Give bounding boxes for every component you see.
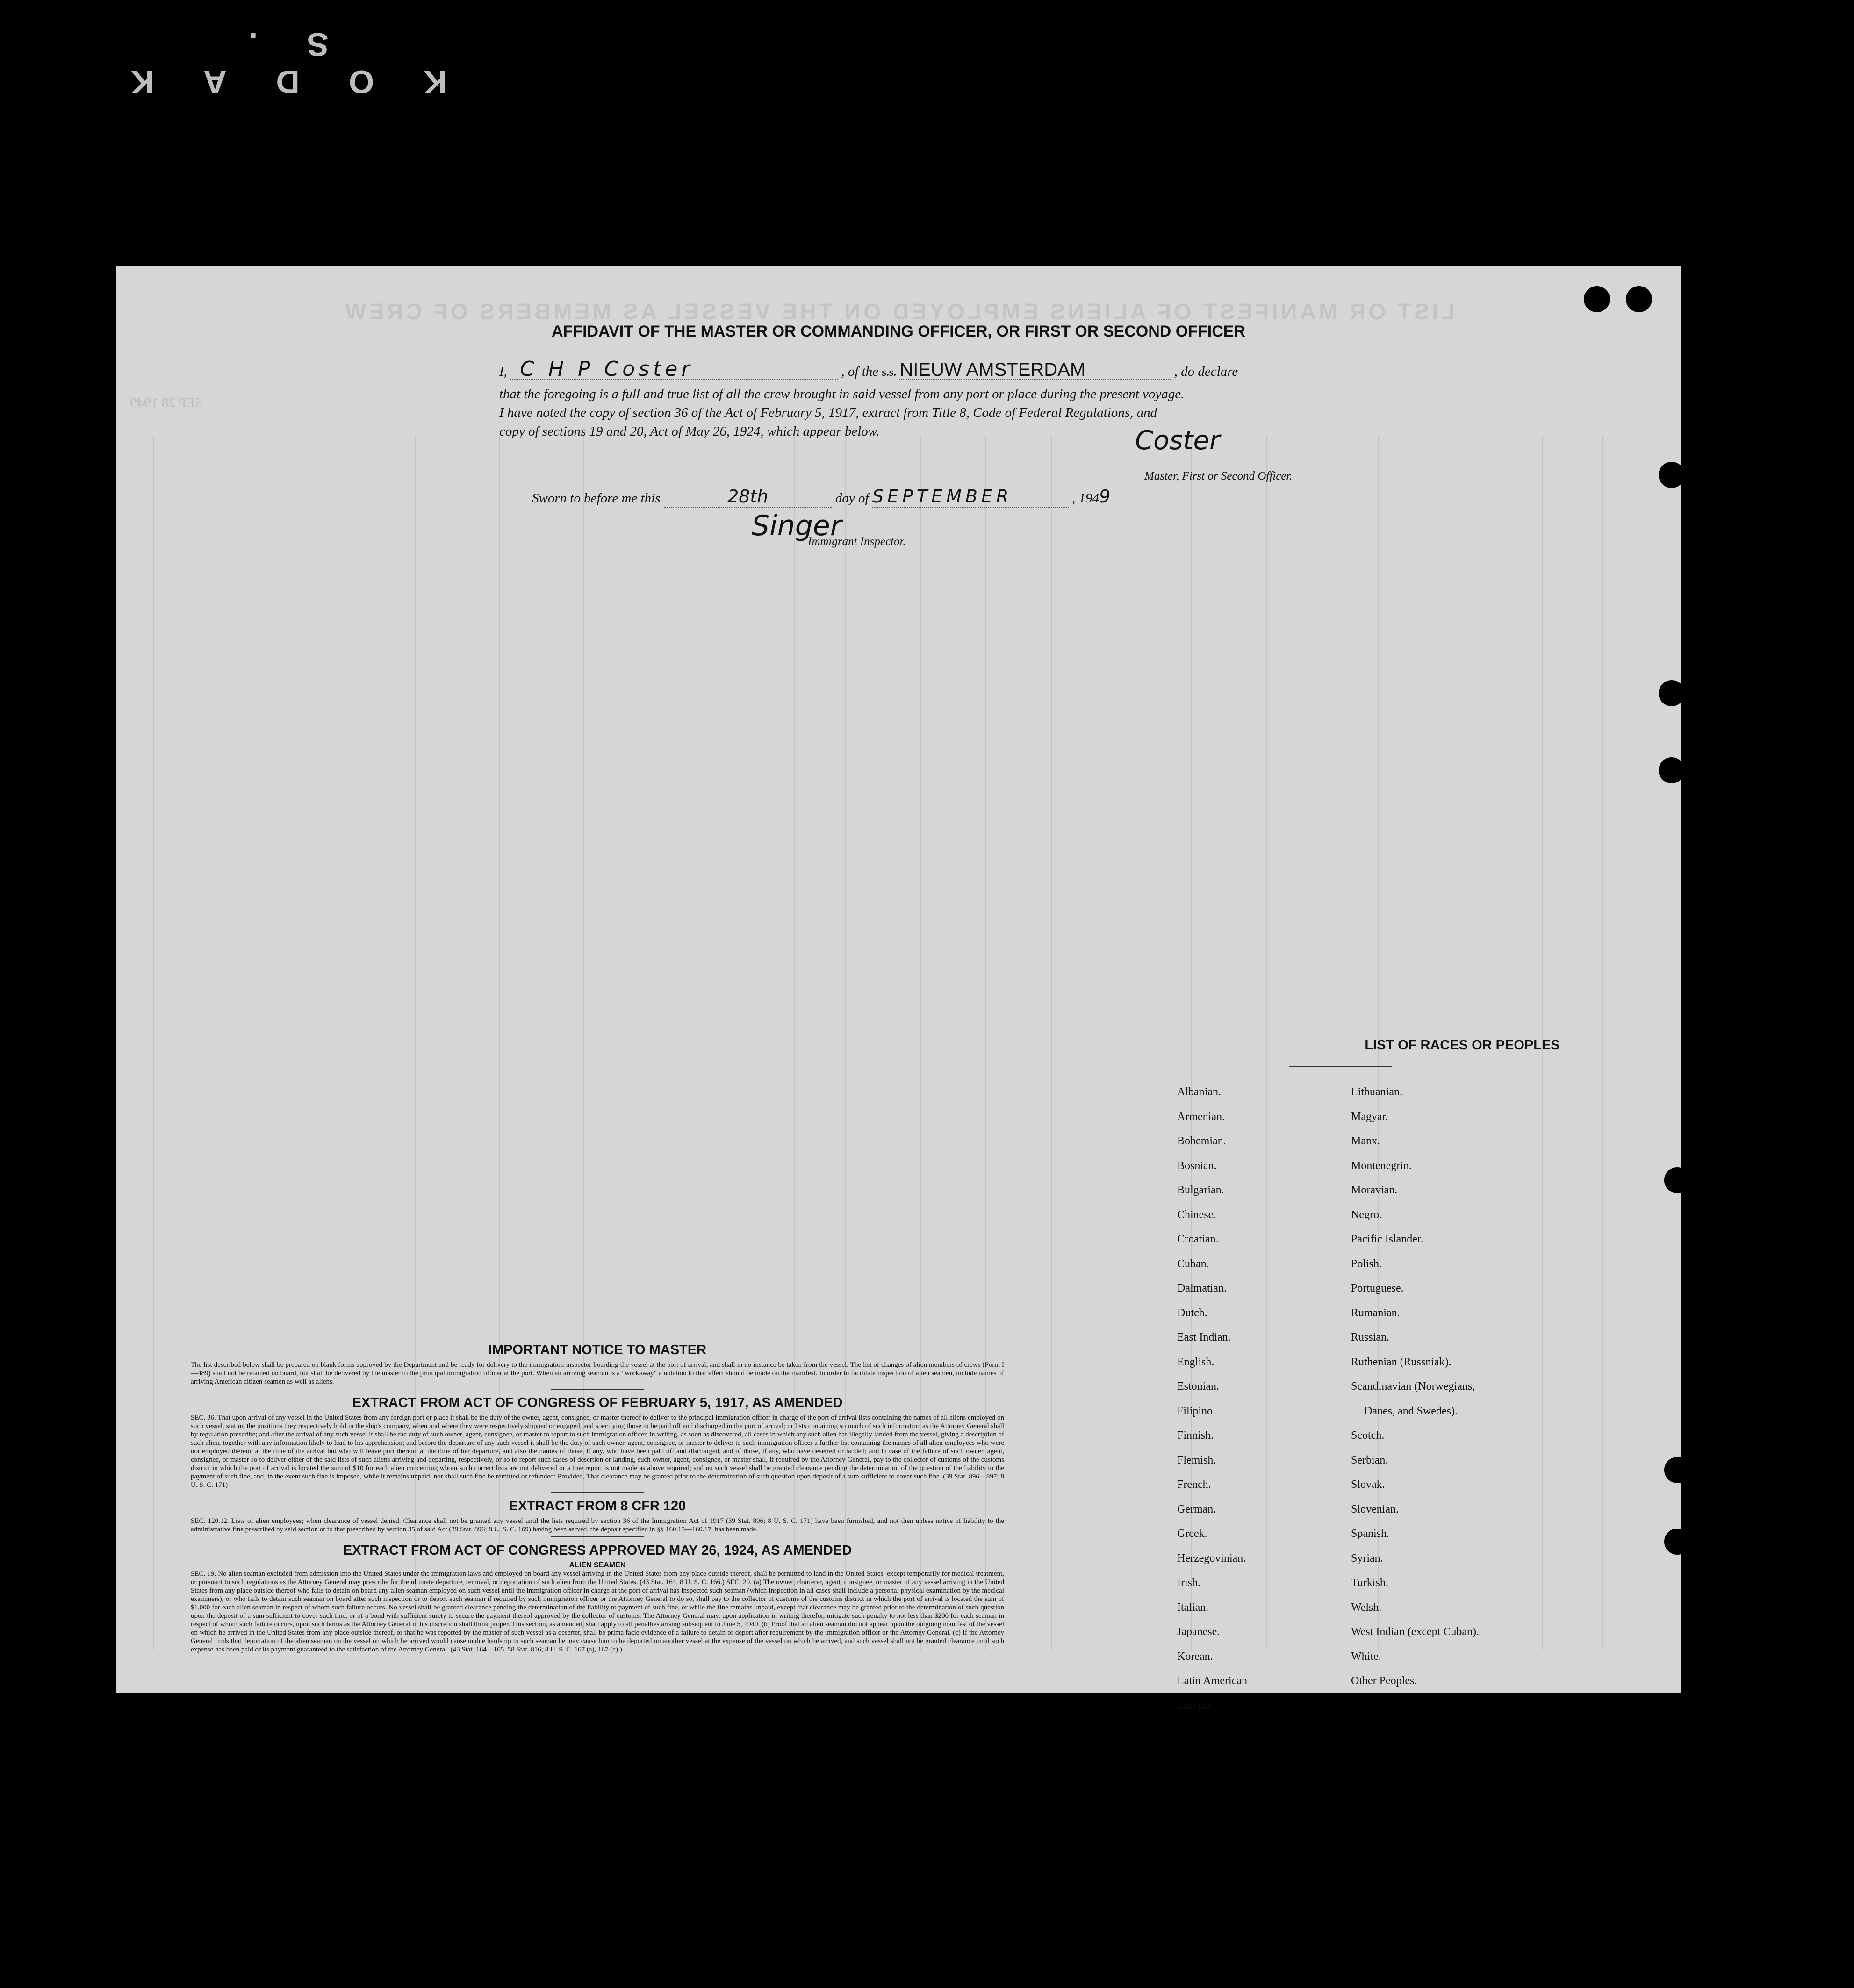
race-item: Serbian.	[1351, 1454, 1388, 1466]
race-item: Negro.	[1351, 1208, 1382, 1221]
inspector-caption: Immigrant Inspector.	[808, 535, 906, 548]
divider	[551, 1389, 644, 1390]
inspector-signature: Singer	[752, 510, 842, 542]
race-item: Slovenian.	[1351, 1503, 1399, 1515]
sworn-month: SEPTEMBER	[872, 486, 1069, 508]
race-item: Croatian.	[1177, 1233, 1219, 1245]
race-item: Irish.	[1177, 1577, 1200, 1589]
races-title: LIST OF RACES OR PEOPLES	[1365, 1038, 1560, 1053]
extract-1917-text: SEC. 36. That upon arrival of any vessel in the United States from any foreign port or place it shall be the duty of the owner, agent, consignee, or master thereof to deliver to the principal immigration officer in charge of the port of arrival lists containing the names of all aliens employed on such vessel, stating the positions they respectively hold in the ship's company, when and where they were respectively shipped or engaged, and specifying those to be paid off and discharged in the port of arrival; or lists containing so much of such information as the Attorney General shall by regulation prescribe; and after the arrival of any such vessel it shall be the duty of such owner, agent, consignee, or master to report to such immigration officer, in writing, as soon as discovered, all cases in which any such alien has illegally landed from the vessel, giving a description of such alien, together with any information likely to lead to his apprehension; and before the departure of any such vessel it shall be the duty of such owner, agent, consignee, or master to deliver to such immigration officer a further list containing the names of all alien employees who were not employed thereon at the time of the arrival but who will leave port thereon at the time of her departure, and also the names of those, if any, who have been paid off and discharged, and of those, if any, who have deserted or landed; and in case of the failure of such owner, agent, consignee, or master so to deliver either of the said lists of such aliens arriving and departing, respectively, or so to report such cases of desertion or landing, such owner, agent, consignee, or master shall, if required by the Attorney General, pay to the collector of customs of the customs district in which the port of arrival is located the sum of $10 for each alien concerning whom such correct lists are not delivered or a true report is not made as above required; and no such vessel shall be granted clearance pending the determination of the question of the liability to the payment of such fine, and, in the event such fine is imposed, while it remains unpaid; nor shall such fine be remitted or refunded: Provided, That clearance may be granted prior to the determination of such question upon deposit of a sum sufficient to cover such fine. (39 Stat. 896—897; 8 U. S. C. 171)	[191, 1414, 1004, 1489]
of-the-label: , of the	[841, 364, 879, 379]
do-declare-label: , do declare	[1174, 364, 1238, 379]
race-item: Bulgarian.	[1177, 1184, 1224, 1196]
punch-hole	[1664, 1457, 1690, 1483]
race-item: Latvian.	[1177, 1699, 1214, 1712]
declarant-name: C H P Coster	[510, 360, 838, 380]
race-item: Syrian.	[1351, 1552, 1383, 1565]
race-item: German.	[1177, 1503, 1216, 1515]
extract-cfr-title: EXTRACT FROM 8 CFR 120	[509, 1499, 686, 1514]
race-item: Portuguese.	[1351, 1282, 1404, 1294]
declarant-prefix: I,	[499, 364, 507, 379]
manifest-page	[116, 266, 1681, 1712]
sworn-year-digit: 9	[1099, 486, 1111, 507]
declaration-line-1: that the foregoing is a full and true list of all the crew brought in said vessel from any port or place during the present voyage.	[499, 387, 1185, 402]
sworn-line	[532, 486, 1110, 508]
race-item: Bosnian.	[1177, 1159, 1217, 1172]
sworn-prefix: Sworn to before me this	[532, 491, 661, 506]
race-item: Flemish.	[1177, 1454, 1216, 1466]
affidavit-declaration	[499, 357, 1458, 441]
extract-cfr-text: SEC. 120.12. Lists of alien employees; when clearance of vessel denied. Clearance shall not be granted any vessel until the lists required by section 36 of the Immigration Act of 1917 (39 Stat. 896; 8 U. S. C. 171) have been furnished, and not then unless notice of liability to the administrative fine prescribed by said section or to that prescribed by section 35 of said Act (39 Stat. 896; 8 U. S. C. 169) having been served, the deposit specified in §§ 160.13—160.17, has been made.	[191, 1517, 1004, 1533]
race-item: White.	[1351, 1650, 1381, 1663]
divider	[551, 1536, 644, 1537]
race-item: Slovak.	[1351, 1478, 1385, 1491]
race-item: Russian.	[1351, 1331, 1390, 1343]
race-item: Estonian.	[1177, 1380, 1219, 1392]
faint-date-stamp: SEP 28 1949	[130, 395, 203, 410]
race-item: Montenegrin.	[1351, 1159, 1412, 1172]
race-item: Latin American	[1177, 1675, 1247, 1687]
race-item: Italian.	[1177, 1601, 1209, 1614]
extract-1924-subtitle: ALIEN SEAMEN	[569, 1561, 626, 1569]
race-item: Cuban.	[1177, 1257, 1209, 1270]
race-item: Magyar.	[1351, 1110, 1388, 1123]
race-item: Scotch.	[1351, 1429, 1385, 1442]
day-of-label: day of	[835, 491, 869, 506]
race-item: Armenian.	[1177, 1110, 1225, 1123]
race-item: French.	[1177, 1478, 1211, 1491]
race-item: Ruthenian (Russniak).	[1351, 1356, 1452, 1368]
punch-hole	[1626, 286, 1652, 312]
punch-hole	[1659, 757, 1685, 783]
race-item: Spanish.	[1351, 1528, 1390, 1540]
officer-signature: Coster	[1135, 425, 1220, 456]
race-item: Danes, and Swedes).	[1364, 1405, 1458, 1417]
divider	[551, 1492, 644, 1493]
ghost-manifest-header: LIST OR MANIFEST OF ALIENS EMPLOYED ON THE VESSEL AS MEMBERS OF CREW	[342, 300, 1455, 324]
vessel-name: NIEUW AMSTERDAM	[899, 360, 1171, 380]
declaration-line-2: I have noted the copy of section 36 of the Act of February 5, 1917, extract from Title 8, Code of Federal Regulations, and	[499, 405, 1157, 420]
race-item: Korean.	[1177, 1650, 1213, 1663]
race-item: East Indian.	[1177, 1331, 1231, 1343]
sworn-year-prefix: , 194	[1072, 491, 1099, 506]
extract-1917-title: EXTRACT FROM ACT OF CONGRESS OF FEBRUARY 5, 1917, AS AMENDED	[352, 1395, 843, 1410]
extract-1924-title: EXTRACT FROM ACT OF CONGRESS APPROVED MAY 26, 1924, AS AMENDED	[343, 1543, 852, 1558]
race-item: Turkish.	[1351, 1577, 1388, 1589]
race-item: Herzegovinian.	[1177, 1552, 1246, 1565]
race-item: Chinese.	[1177, 1208, 1216, 1221]
punch-hole	[1664, 1167, 1690, 1193]
sworn-day: 28th	[664, 486, 832, 508]
film-edge-marking: KODAK S.	[81, 26, 447, 100]
race-item: Filipino.	[1177, 1405, 1216, 1417]
officer-caption: Master, First or Second Officer.	[1144, 470, 1293, 482]
race-item: Pacific Islander.	[1351, 1233, 1423, 1245]
punch-hole	[1584, 286, 1610, 312]
race-item: Finnish.	[1177, 1429, 1214, 1442]
notice-column	[191, 1337, 1004, 1654]
race-item: Other Peoples.	[1351, 1675, 1417, 1687]
races-divider	[1289, 1066, 1392, 1067]
affidavit-title: AFFIDAVIT OF THE MASTER OR COMMANDING OFFICER, OR FIRST OR SECOND OFFICER	[552, 323, 1245, 340]
race-item: Dalmatian.	[1177, 1282, 1227, 1294]
race-item: Polish.	[1351, 1257, 1382, 1270]
race-item: Manx.	[1351, 1135, 1380, 1147]
races-left-column	[1177, 1080, 1247, 1718]
race-item: Bohemian.	[1177, 1135, 1226, 1147]
notice-text: The list described below shall be prepared on blank forms approved by the Department and be ready for delivery to the immigration inspector boarding the vessel at the port of arrival, and shall in no instance be taken from the vessel. The list of changes of alien members of crews (Form I—489) shall not be retained on board, but shall be delivered by the master to the principal immigration officer at the port. When an arriving seaman is a "workaway" a notation to that effect should be made on the manifest. In order to facilitate inspection of alien seamen, include names of arriving American citizen seamen as well as aliens.	[191, 1361, 1004, 1385]
punch-hole	[1659, 462, 1685, 488]
race-item: Dutch.	[1177, 1306, 1207, 1319]
race-item: Rumanian.	[1351, 1306, 1400, 1319]
ss-label: s.s.	[882, 366, 897, 379]
extract-1924-text: SEC. 19. No alien seaman excluded from admission into the United States under the immigration laws and employed on board any vessel arriving in the United States from any place outside thereof, shall be permitted to land in the United States, except temporarily for medical treatment, or pursuant to such regulations as the Attorney General may prescribe for the ultimate departure, removal, or deportation of such alien from the United States. (43 Stat. 164, 8 U. S. C. 166.) SEC. 20. (a) The owner, charterer, agent, consignee, or master of any vessel arriving in the United States from any place outside thereof who fails to detain on board any alien seaman employed on such vessel until the immigration officer in charge at the port of arrival has inspected such seaman (which inspection in all cases shall include a personal physical examination by the medical examiners), or who fails to detain such seaman on board after such inspection or to deport such seaman if required by such immigration officer or the Attorney General to do so, shall pay to the collector of customs of the customs district in which the port of arrival is located the sum of $1,000 for each alien seaman in respect of whom such failure occurs. No vessel shall be granted clearance pending the determination of the liability to payment of such fine, or while the fine remains unpaid, except that clearance may be granted prior to the determination of such question upon the deposit of a sum sufficient to cover such fine, or of a bond with sufficient surety to secure the payment thereof approved by the collector of customs. The Attorney General may, upon application in writing therefor, mitigate such penalty to not less than $200 for each seaman in respect of whom such failure occurs, upon such terms as the Attorney General in his discretion shall think proper. This section, as amended, shall apply to all penalties arising subsequent to June 5, 1940. (b) Proof that an alien seaman did not appear upon the outgoing manifest of the vessel on which he arrived in the United States from any place outside thereof, or that he was reported by the master of such vessel as a deserter, shall be prima facie evidence of a failure to detain or deport after requirement by the immigration officer or the Attorney General. (c) If the Attorney General finds that deportation of the alien seaman on the vessel on which he arrived would cause undue hardship to such seaman he may cause him to be deported on another vessel at the expense of the vessel on which he arrived, and such vessel shall not be granted clearance until such expense has been paid or its payment guaranteed to the satisfaction of the Attorney General. (43 Stat. 164—165, 58 Stat. 816; 8 U. S. C. 167 (a), 167 (c).)	[191, 1570, 1004, 1653]
races-right-column	[1351, 1080, 1479, 1694]
declarant-line	[499, 357, 1458, 382]
race-item: West Indian (except Cuban).	[1351, 1626, 1479, 1638]
race-item: Scandinavian (Norwegians,	[1351, 1380, 1475, 1392]
notice-title: IMPORTANT NOTICE TO MASTER	[488, 1342, 707, 1357]
race-item: Lithuanian.	[1351, 1086, 1402, 1098]
punch-hole	[1664, 1529, 1690, 1555]
declaration-line-3: copy of sections 19 and 20, Act of May 26, 1924, which appear below.	[499, 424, 880, 439]
race-item: Welsh.	[1351, 1601, 1382, 1614]
race-item: Moravian.	[1351, 1184, 1398, 1196]
race-item: English.	[1177, 1356, 1214, 1368]
punch-hole	[1659, 680, 1685, 706]
race-item: Japanese.	[1177, 1626, 1220, 1638]
race-item: Albanian.	[1177, 1086, 1221, 1098]
race-item: Greek.	[1177, 1528, 1207, 1540]
